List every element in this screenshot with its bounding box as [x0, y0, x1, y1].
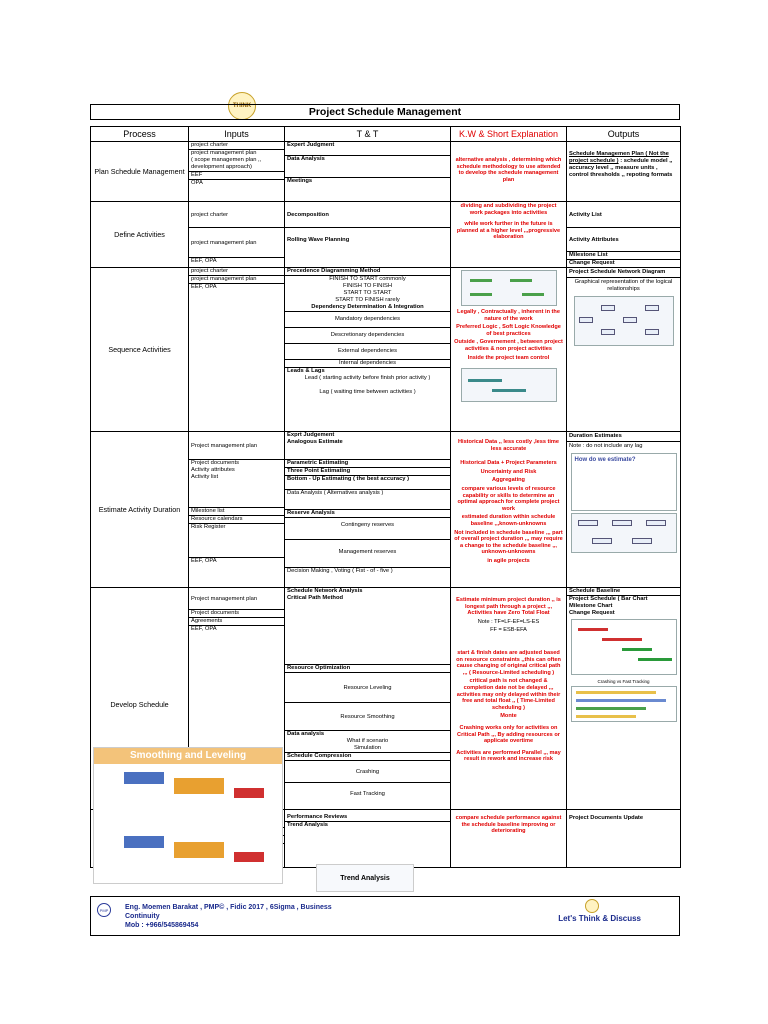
author-name: Eng. Moemen Barakat , PMP© , Fidic 2017 , 6Sigma , Business — [125, 904, 332, 911]
header-tt: T & T — [285, 127, 451, 142]
crash-fast-chart — [571, 686, 677, 722]
input: project charter — [189, 202, 284, 228]
kw: start & finish dates are adjusted based on resource constraints ,,this can often cause changing of original critical path ,,, ( Resource-Limited scheduling ) — [456, 649, 561, 676]
kw: Aggregating — [492, 477, 525, 484]
kw-define-2: while work further in the future is planned at a higher level ,,,progressive elaboration — [456, 221, 561, 241]
estimate-slide: How do we estimate? — [571, 453, 677, 511]
output: Duration Estimates — [567, 432, 680, 442]
tt: Critical Path Method — [285, 595, 450, 665]
input: EEF, OPA — [191, 626, 217, 632]
output: Activity Attributes — [567, 228, 680, 252]
output: Project Schedule Network Diagram — [567, 268, 680, 278]
output: Change Request — [569, 610, 615, 616]
input: Project documents — [189, 610, 284, 618]
header-row — [91, 127, 681, 142]
tt: Bottom - Up Estimating ( the best accuracy ) — [285, 476, 450, 490]
output: Change Request — [569, 260, 615, 266]
input: EEF, OPA — [191, 284, 217, 290]
header-outputs: Outputs — [567, 127, 681, 142]
output: Schedule Baseline — [567, 588, 680, 596]
header-kw: K.W & Short Explanation — [451, 127, 567, 142]
input: project management plan — [189, 276, 284, 284]
tt: Performance Reviews — [285, 814, 450, 822]
tt: Rolling Wave Planning — [287, 237, 350, 243]
output: Activity List — [567, 202, 680, 228]
kw: compare various levels of resource capability or skills to determine an optimal approach for complete project work — [457, 485, 560, 512]
output: Project Documents Update — [569, 815, 644, 821]
tt: External dependencies — [285, 344, 450, 360]
kw: Inside the project team control — [467, 354, 550, 361]
tt: Schedule Compression — [285, 753, 450, 761]
input: Risk Register — [189, 524, 284, 558]
input: project management plan — [191, 150, 257, 156]
process-define: Define Activities — [91, 202, 189, 268]
kw: Legally , Contractually , inherent in the nature of the work — [457, 309, 560, 322]
tt: START TO START — [343, 290, 392, 296]
tt: Mandatory dependencies — [285, 312, 450, 328]
trend-analysis-image: Trend Analysis — [316, 864, 414, 892]
tt: Decomposition — [285, 202, 450, 228]
tt: Data Analysis ( Alternatives analysis ) — [285, 490, 450, 510]
estimate-diagram — [571, 513, 677, 553]
tt: Schedule Network Analysis — [287, 588, 363, 594]
input: project charter — [189, 142, 284, 150]
input: Project management plan — [189, 588, 284, 610]
smoothing-title: Smoothing and Leveling — [94, 748, 282, 764]
kw: critical path is not changed & completion date not be delayed ,,, activities may only delayed within their free and total float ,, ( Time-Limited scheduling ) — [456, 678, 561, 711]
input: OPA — [191, 180, 203, 186]
kw-define-1: dividing and subdividing the project work packages into activities — [460, 203, 557, 216]
output: Project Schedule ( Bar Chart — [569, 596, 648, 602]
input: Milestone list — [189, 508, 284, 516]
tt: Three Point Estimating — [285, 468, 450, 476]
kw: Historical Data ,, less costly ,less time less accurate — [457, 439, 560, 452]
kw: Historical Data + Project Parameters — [460, 460, 557, 467]
input: Agreements — [189, 618, 284, 626]
input: Activity attributes — [191, 467, 235, 473]
tt: FINISH TO FINISH — [342, 283, 393, 289]
tt: Descretionary dependencies — [285, 328, 450, 344]
kw: Uncertainty and Risk — [480, 468, 537, 475]
output-detail: Graphical representation of the logical relationships — [574, 279, 673, 292]
process-develop: Develop Schedule — [91, 588, 189, 810]
output: Milestone Chart — [569, 603, 613, 609]
kw-control: compare schedule performance against the schedule baseline improving or deteriorating — [455, 815, 562, 835]
tt: Resource Optimization — [285, 665, 450, 673]
output: Milestone List — [567, 252, 680, 260]
tt: Expert Judgment — [285, 142, 450, 156]
crash-label: Crashing vs Fast Tracking — [597, 679, 650, 684]
tt: Simulation — [285, 745, 450, 753]
tt: Data analysis — [287, 731, 325, 737]
kw: in agile projects — [487, 557, 530, 564]
output-note: Note : do not include any lag — [569, 443, 643, 449]
tt: Precedence Diagramming Method — [285, 268, 450, 276]
pdm-diagram — [461, 270, 557, 306]
input: EEF, OPA — [191, 258, 217, 264]
tt: What if scenario — [346, 738, 389, 744]
process-plan: Plan Schedule Management — [91, 142, 189, 202]
row-sequence — [91, 268, 681, 432]
tt: Resource Smoothing — [285, 703, 450, 731]
footer-tagline: Let's Think & Discuss — [558, 914, 641, 923]
gantt-chart — [571, 619, 677, 675]
author-line2: Continuity — [125, 913, 160, 920]
kw: Not included in schedule baseline ,,, part of overall project duration ,,, may require a change to the schedule baseline ,,, unknown-unknowns — [454, 529, 563, 556]
input: Project documents — [191, 460, 240, 466]
tt: Reserve Analysis — [285, 510, 450, 518]
input: EEF, OPA — [191, 558, 217, 564]
kw-plan: alternative analysis , determining which schedule methodology to use attended to develop the schedule management plan — [455, 157, 562, 183]
page-title: Project Schedule Management — [90, 104, 680, 120]
tt: FINISH TO START commonly — [329, 276, 406, 282]
process-estimate: Estimate Activity Duration — [91, 432, 189, 588]
output-plan-detail: : schedule model ,, accuracy level ,, measure units , control thresholds ,, repoting formats — [569, 158, 673, 178]
input: EEF — [189, 172, 284, 180]
process-sequence: Sequence Activities — [91, 268, 189, 432]
tt: Management reserves — [285, 540, 450, 568]
input: Activity list — [189, 474, 284, 508]
pmp-logo: PMP — [97, 903, 111, 917]
network-diagram — [574, 296, 674, 346]
row-plan — [91, 142, 681, 202]
tt: Meetings — [287, 178, 313, 184]
kw: Preferred Logic , Soft Logic Knowledge of best practices — [456, 324, 561, 337]
tt: Trend Analysis — [287, 822, 329, 828]
input: Resource calendars — [189, 516, 284, 524]
kw: Estimate minimum project duration ,, is longest path through a project ,,, Activities have Zero Total Float — [456, 597, 561, 617]
tt: Contingeny reserves — [285, 518, 450, 540]
input: project management plan — [189, 228, 284, 258]
input: development approach) — [189, 164, 284, 172]
tt: Decision Making , Voting ( Fist - of - five ) — [287, 568, 393, 574]
header-inputs: Inputs — [189, 127, 285, 142]
thinking-logo-small — [585, 899, 599, 913]
tt: Dependency Determination & Integration — [285, 304, 450, 312]
kw: Activities are performed Parallel ,,, may result in rework and increase risk — [456, 749, 561, 763]
tt: Analogous Estimate — [285, 439, 450, 460]
input: Project management plan — [189, 432, 284, 460]
thinking-logo: THINK — [228, 92, 256, 120]
kw: Outside , Governement , between project activities & non project activities — [454, 339, 563, 352]
footer — [90, 896, 680, 936]
tt: Parametric Estimating — [285, 460, 450, 468]
kw: Crashing works only for activities on Critical Path ,,, By adding resources or applicate overtime — [457, 724, 560, 745]
tt: Crashing — [285, 761, 450, 783]
header-process: Process — [91, 127, 189, 142]
kw: FF = ESB-EFA — [490, 627, 527, 634]
tt: Exprt Judgement — [287, 432, 335, 438]
kw: Monte — [500, 713, 517, 720]
kw: estimated duration within schedule baseline ,,,known-unknowns — [461, 514, 556, 527]
author-mobile: Mob : +966/545869454 — [125, 922, 199, 929]
input: ( scope managemen plan ,, — [191, 157, 262, 163]
smoothing-leveling-slide — [93, 747, 283, 884]
tt: START TO FINISH rarely — [335, 297, 400, 303]
row-estimate — [91, 432, 681, 588]
tt: Internal dependencies — [285, 360, 450, 368]
tt: Data Analysis — [285, 156, 450, 178]
lead-lag-diagram — [461, 368, 557, 402]
input: project charter — [189, 268, 284, 276]
tt: Lag ( waiting time between activities ) — [319, 389, 416, 395]
output-plan: Schedule Managemen Plan ( Not the project schedule ) — [569, 151, 669, 164]
tt: Lead ( starting activity before finish prior activity ) — [304, 375, 431, 381]
tt: Resource Leveling — [285, 673, 450, 703]
tt: Fast Tracking — [350, 791, 385, 797]
kw: Note : TF=LF-EF=LS-ES — [477, 618, 540, 625]
tt: Leads & Lags — [287, 368, 325, 374]
row-define — [91, 202, 681, 268]
